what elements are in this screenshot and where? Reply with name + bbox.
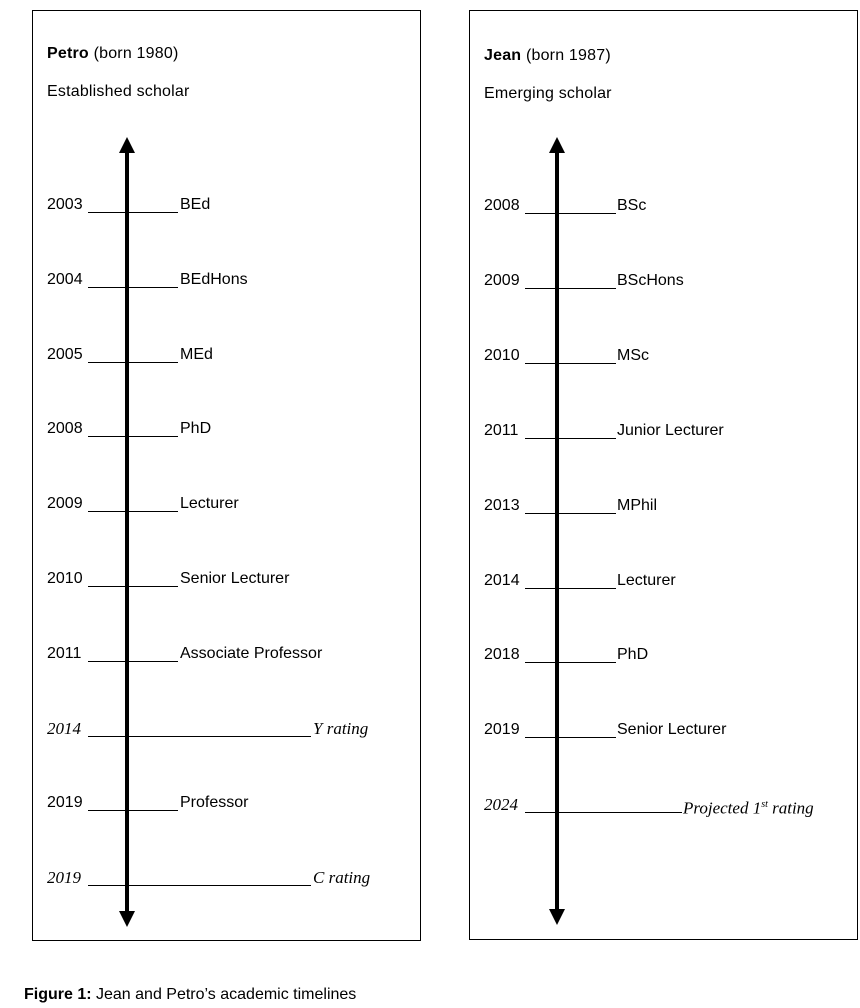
event-label bbox=[313, 870, 370, 886]
event-label-text: MEd bbox=[180, 346, 213, 363]
event-label-text: BScHons bbox=[617, 272, 684, 289]
event-label-text: Senior Lecturer bbox=[617, 721, 727, 738]
event-label bbox=[180, 421, 211, 437]
timeline-panel-jean bbox=[469, 10, 858, 940]
caption-prefix: Figure 1: bbox=[24, 986, 92, 1003]
event-connector-line bbox=[88, 287, 178, 288]
event-label-superscript: st bbox=[761, 799, 768, 810]
event-year: 2011 bbox=[47, 645, 82, 662]
event-label-text: BSc bbox=[617, 197, 647, 214]
event-label-text: Lecturer bbox=[180, 495, 239, 512]
person-role: Established scholar bbox=[47, 83, 190, 100]
event-label-text: PhD bbox=[180, 420, 212, 437]
event-label-text: Associate Professor bbox=[180, 645, 323, 662]
event-connector-line bbox=[525, 288, 616, 289]
event-label-text: MSc bbox=[617, 347, 649, 364]
event-year: 2009 bbox=[47, 495, 83, 512]
event-label-suffix: rating bbox=[767, 798, 814, 818]
event-year: 2009 bbox=[484, 272, 520, 289]
event-label bbox=[180, 197, 210, 213]
event-label-text: Professor bbox=[180, 794, 249, 811]
event-connector-line bbox=[525, 438, 616, 439]
event-connector-line bbox=[88, 362, 178, 363]
person-role: Emerging scholar bbox=[484, 85, 612, 102]
event-label-text: MPhil bbox=[617, 497, 658, 514]
event-connector-line bbox=[88, 511, 178, 512]
event-connector-line bbox=[525, 662, 616, 663]
person-header bbox=[484, 47, 611, 65]
caption-text: Jean and Petro’s academic timelines bbox=[91, 986, 357, 1003]
event-label bbox=[617, 722, 726, 738]
event-label bbox=[180, 795, 248, 811]
event-connector-line bbox=[88, 736, 311, 737]
event-connector-line bbox=[88, 661, 178, 662]
event-label bbox=[180, 272, 248, 288]
event-label-text: BEd bbox=[180, 196, 211, 213]
event-year: 2018 bbox=[484, 646, 520, 663]
event-connector-line bbox=[525, 588, 616, 589]
event-year: 2019 bbox=[47, 868, 81, 887]
event-connector-line bbox=[525, 363, 616, 364]
event-label bbox=[683, 797, 814, 817]
event-label bbox=[617, 198, 646, 214]
event-label bbox=[617, 498, 657, 514]
event-year: 2013 bbox=[484, 497, 520, 514]
event-connector-line bbox=[525, 737, 616, 738]
event-label bbox=[617, 348, 649, 364]
event-connector-line bbox=[88, 810, 178, 811]
event-label-text: PhD bbox=[617, 646, 649, 663]
event-year: 2014 bbox=[484, 572, 520, 589]
event-connector-line bbox=[88, 436, 178, 437]
event-year: 2005 bbox=[47, 346, 83, 363]
event-year: 2008 bbox=[47, 420, 83, 437]
event-connector-line bbox=[88, 586, 178, 587]
event-label bbox=[180, 646, 322, 662]
event-year: 2024 bbox=[484, 795, 518, 814]
person-header bbox=[47, 45, 178, 63]
event-label bbox=[180, 347, 213, 363]
event-label-text: Lecturer bbox=[617, 572, 676, 589]
event-label-text: BEdHons bbox=[180, 271, 248, 288]
event-label bbox=[617, 423, 724, 439]
timeline-axis-arrow bbox=[547, 137, 567, 925]
event-label bbox=[617, 273, 684, 289]
event-connector-line bbox=[88, 885, 311, 886]
figure-caption bbox=[24, 986, 356, 1004]
person-born: (born 1987) bbox=[525, 47, 611, 64]
event-label bbox=[180, 571, 289, 587]
event-label-text: Junior Lecturer bbox=[617, 422, 724, 439]
event-connector-line bbox=[525, 513, 616, 514]
event-year: 2014 bbox=[47, 719, 81, 738]
event-connector-line bbox=[525, 812, 682, 813]
event-year: 2019 bbox=[484, 721, 520, 738]
event-year: 2010 bbox=[484, 347, 520, 364]
event-label-text: Y rating bbox=[313, 719, 369, 738]
event-connector-line bbox=[525, 213, 616, 214]
event-label bbox=[617, 573, 676, 589]
event-year: 2010 bbox=[47, 570, 83, 587]
timeline-axis-arrow bbox=[117, 137, 137, 927]
timeline-panel-petro bbox=[32, 10, 421, 941]
event-label-text: Projected 1 bbox=[683, 798, 762, 818]
person-name: Jean bbox=[484, 47, 522, 64]
event-label bbox=[180, 496, 239, 512]
event-label bbox=[617, 647, 648, 663]
event-year: 2008 bbox=[484, 197, 520, 214]
event-year: 2003 bbox=[47, 196, 83, 213]
event-label-text: C rating bbox=[313, 868, 371, 887]
event-label-text: Senior Lecturer bbox=[180, 570, 290, 587]
event-year: 2011 bbox=[484, 422, 519, 439]
person-name: Petro bbox=[47, 45, 89, 62]
event-year: 2004 bbox=[47, 271, 83, 288]
event-year: 2019 bbox=[47, 794, 83, 811]
person-born: (born 1980) bbox=[93, 45, 179, 62]
event-connector-line bbox=[88, 212, 178, 213]
event-label bbox=[313, 721, 368, 737]
